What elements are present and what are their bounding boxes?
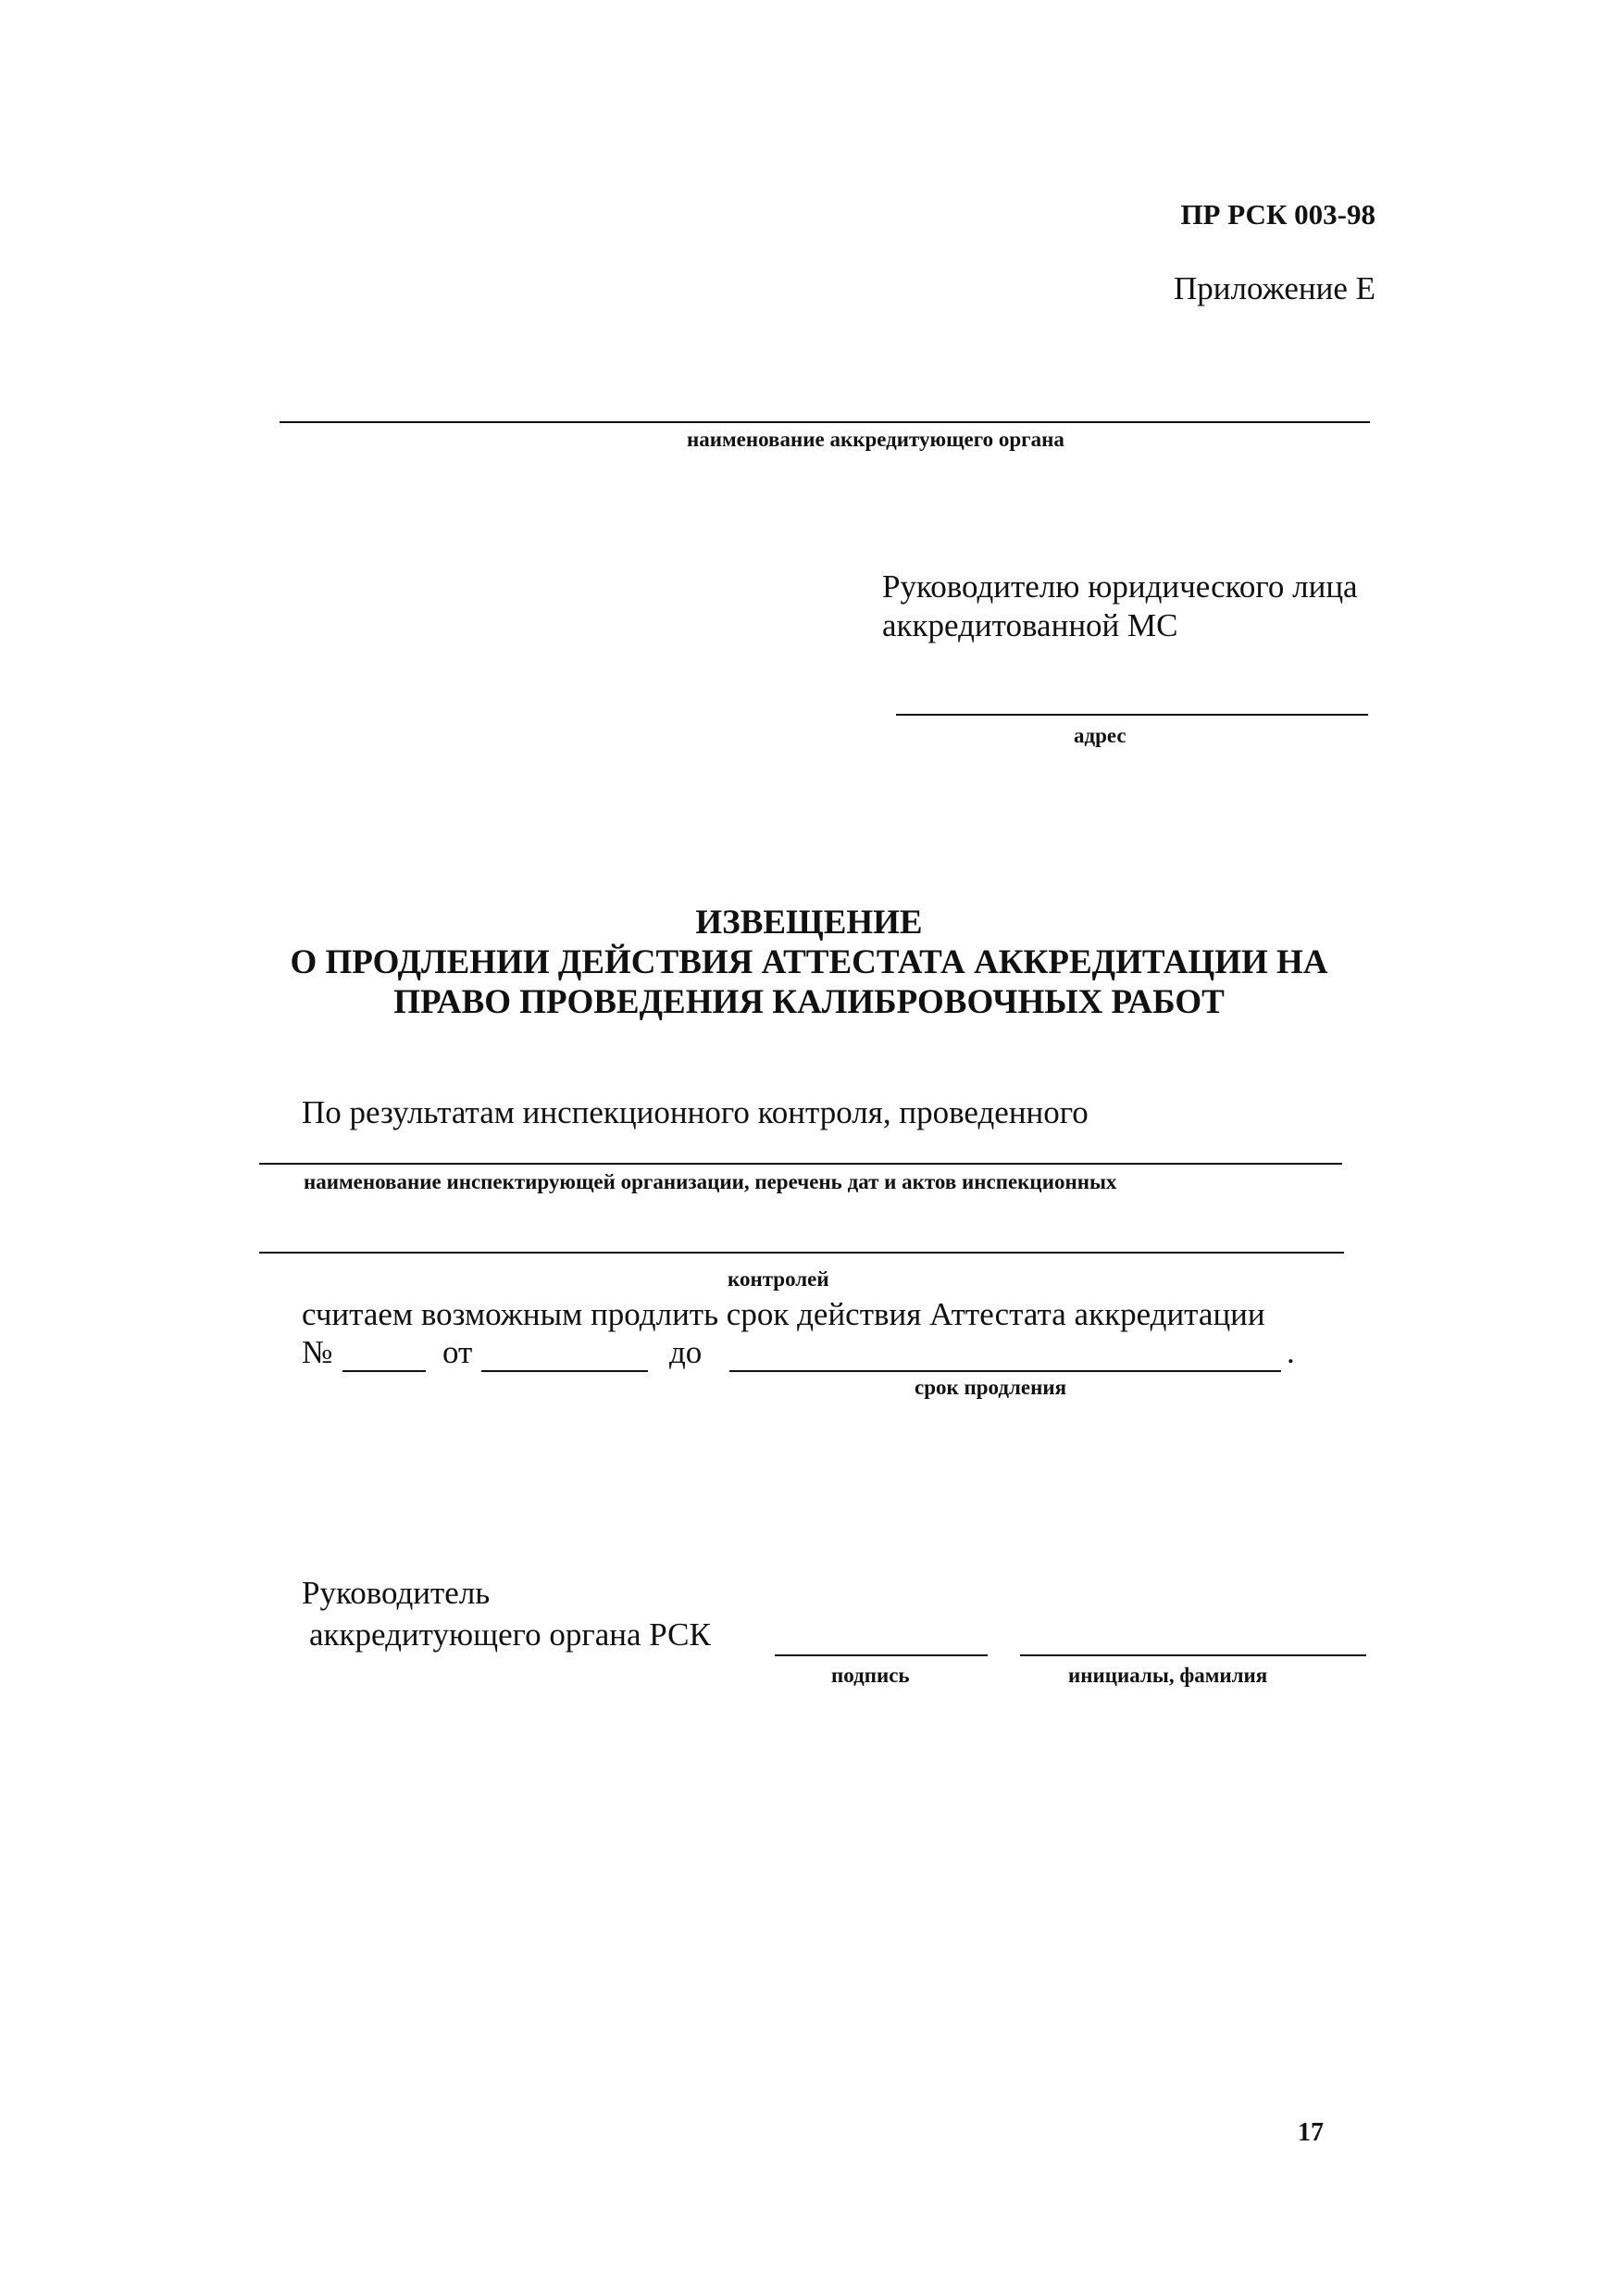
notice-title-line-2: О ПРОДЛЕНИИ ДЕЙСТВИЯ АТТЕСТАТА АККРЕДИТАЦИИ НА bbox=[290, 943, 1328, 981]
authority-name-caption: наименование аккредитующего органа bbox=[687, 428, 1064, 451]
document-code: ПР РСК 003-98 bbox=[1180, 198, 1375, 231]
extension-period-caption: срок продления bbox=[915, 1376, 1067, 1399]
from-label: от bbox=[442, 1334, 473, 1370]
recipient-line-1: Руководителю юридического лица bbox=[882, 568, 1358, 605]
signatory-name-field[interactable] bbox=[1020, 1654, 1366, 1656]
authority-name-field[interactable] bbox=[280, 421, 1370, 423]
intro-text: По результатам инспекционного контроля, проведенного bbox=[302, 1094, 1089, 1130]
inspecting-organization-caption: наименование инспектирующей организации, перечень дат и актов инспекционных bbox=[304, 1170, 1117, 1193]
inspecting-organization-field[interactable] bbox=[259, 1163, 1342, 1165]
notice-title-line-3: ПРАВО ПРОВЕДЕНИЯ КАЛИБРОВОЧНЫХ РАБОТ bbox=[393, 983, 1225, 1021]
signatory-name-caption: инициалы, фамилия bbox=[1068, 1664, 1268, 1687]
period-end: . bbox=[1287, 1334, 1295, 1370]
number-label: № bbox=[302, 1334, 333, 1370]
signatory-role-line-1: Руководитель bbox=[302, 1575, 491, 1611]
address-field[interactable] bbox=[896, 714, 1368, 716]
to-label: до bbox=[669, 1334, 703, 1370]
address-caption: адрес bbox=[1074, 724, 1126, 747]
notice-title-line-1: ИЗВЕЩЕНИЕ bbox=[695, 904, 923, 942]
certificate-number-field[interactable] bbox=[342, 1370, 426, 1372]
page-number: 17 bbox=[1298, 2118, 1324, 2147]
inspection-controls-field[interactable] bbox=[259, 1252, 1344, 1254]
appendix-label: Приложение Е bbox=[1174, 270, 1375, 306]
extension-statement: считаем возможным продлить срок действия Аттестата аккредитации bbox=[302, 1296, 1265, 1332]
inspection-controls-caption: контролей bbox=[728, 1267, 829, 1291]
to-date-field[interactable] bbox=[729, 1370, 1281, 1372]
recipient-line-2: аккредитованной МС bbox=[882, 607, 1178, 643]
signatory-role-line-2: аккредитующего органа РСК bbox=[309, 1616, 711, 1653]
from-date-field[interactable] bbox=[481, 1370, 648, 1372]
signature-field[interactable] bbox=[775, 1654, 988, 1656]
signature-caption: подпись bbox=[831, 1664, 910, 1687]
